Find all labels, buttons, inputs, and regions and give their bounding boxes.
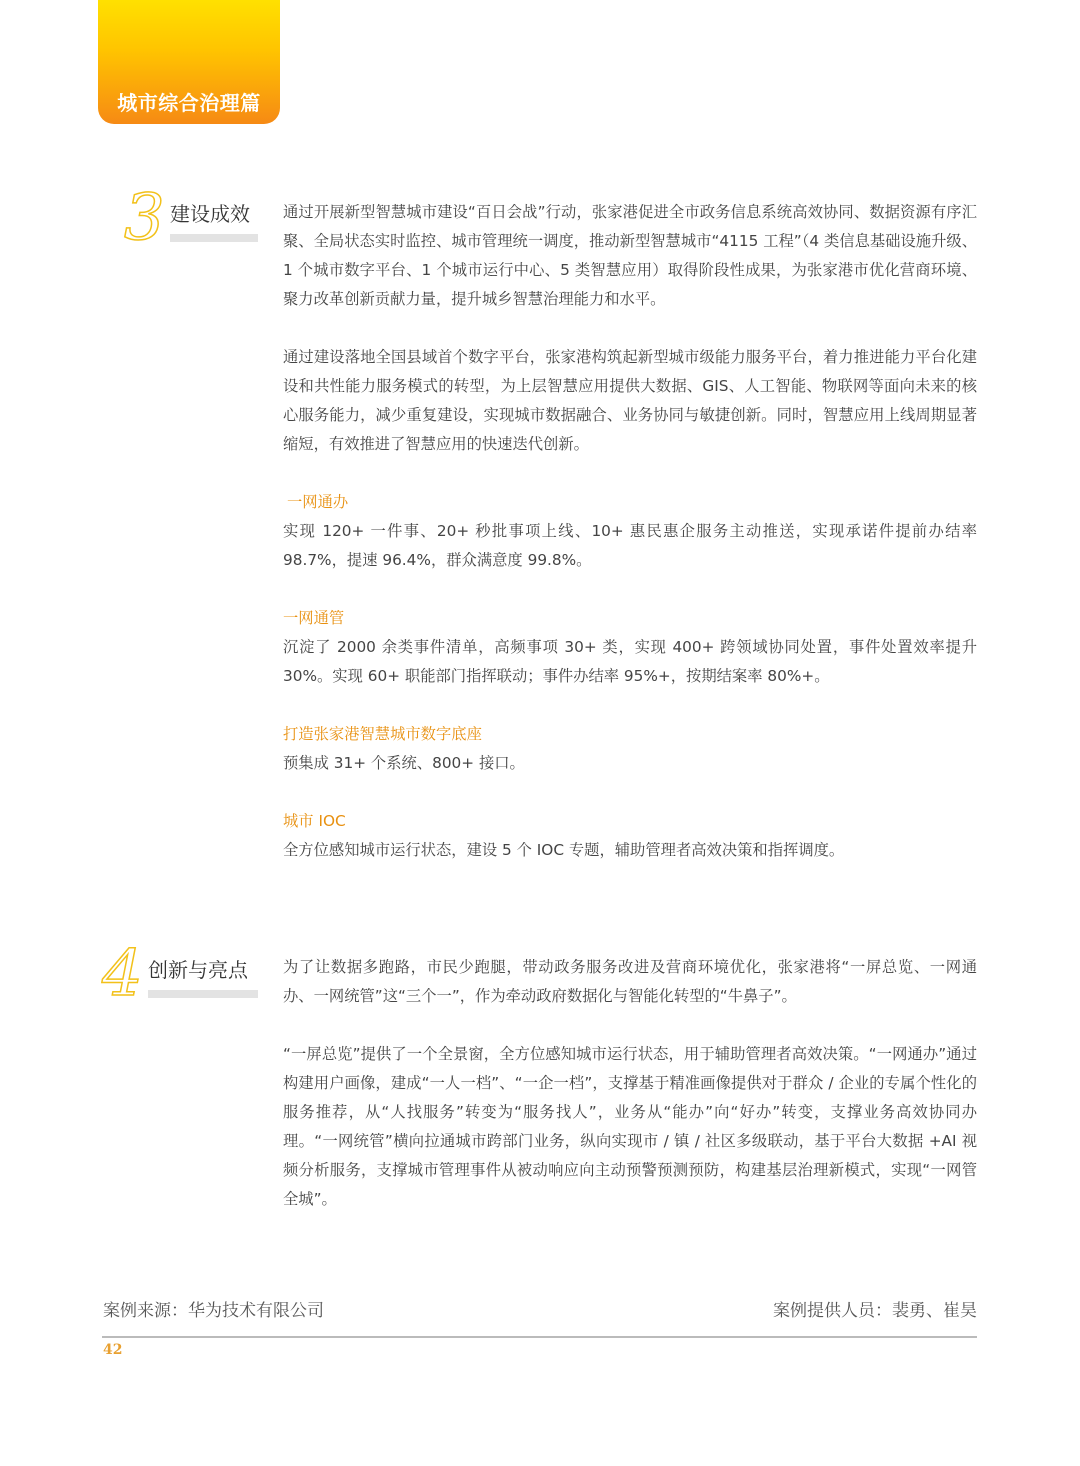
section-3-number: 3 — [124, 181, 165, 255]
item-text: 沉淀了 2000 余类事件清单，高频事项 30+ 类，实现 400+ 跨领域协同处置，事件处置效率提升 30%。实现 60+ 职能部门指挥联动；事件办结率 95%+，按期结案率 80%+。 — [283, 638, 977, 685]
section-4-underline — [148, 990, 258, 998]
item-heading: 城市 IOC — [283, 812, 346, 830]
section-3-underline — [170, 234, 258, 242]
footer-divider — [102, 1336, 977, 1338]
section-3-paragraph: 通过建设落地全国县域首个数字平台，张家港构筑起新型城市级能力服务平台，着力推进能力平台化建设和共性能力服务模式的转型，为上层智慧应用提供大数据、GIS、人工智能、物联网等面向未来的核心服务能力，减少重复建设，实现城市数据融合、业务协同与敏捷创新。同时，智慧应用上线周期显著缩短，有效推进了智慧应用的快速迭代创新。 — [283, 348, 977, 453]
item-text: 全方位感知城市运行状态，建设 5 个 IOC 专题，辅助管理者高效决策和指挥调度。 — [283, 841, 845, 859]
section-4-title: 创新与亮点 — [148, 958, 248, 982]
section-4-number: 4 — [102, 937, 143, 1011]
item-heading: 一网通办 — [287, 493, 349, 511]
item-heading: 一网通管 — [283, 609, 345, 627]
section-3-title: 建设成效 — [170, 202, 250, 226]
page-number: 42 — [103, 1342, 123, 1358]
item-text: 实现 120+ 一件事、20+ 秒批事项上线、10+ 惠民惠企服务主动推送，实现承诺件提前办结率 98.7%，提速 96.4%，群众满意度 99.8%。 — [283, 522, 977, 569]
chapter-tab-label: 城市综合治理篇 — [117, 91, 261, 115]
section-4-paragraph: 为了让数据多跑路，市民少跑腿，带动政务服务改进及营商环境优化，张家港将“一屏总览、一网通办、一网统管”这“三个一”，作为牵动政府数据化与智能化转型的“牛鼻子”。 — [283, 958, 977, 1005]
case-source: 案例来源：华为技术有限公司 — [103, 1301, 324, 1321]
case-contributors: 案例提供人员：裴勇、崔昊 — [773, 1301, 977, 1321]
section-3-paragraph: 通过开展新型智慧城市建设“百日会战”行动，张家港促进全市政务信息系统高效协同、数据资源有序汇聚、全局状态实时监控、城市管理统一调度，推动新型智慧城市“4115 工程”（4 类信息基础设施升级、1 个城市数字平台、1 个城市运行中心、5 类智慧应用）取得阶段性成果，为张家港市优化营商环境、聚力改革创新贡献力量，提升城乡智慧治理能力和水平。 — [283, 203, 977, 308]
item-text: 预集成 31+ 个系统、800+ 接口。 — [283, 754, 525, 772]
item-heading: 打造张家港智慧城市数字底座 — [283, 725, 482, 743]
chapter-tab — [98, 0, 280, 124]
section-4-paragraph: “一屏总览”提供了一个全景窗，全方位感知城市运行状态，用于辅助管理者高效决策。“一网通办”通过构建用户画像，建成“一人一档”、“一企一档”，支撑基于精准画像提供对于群众 / 企业的专属个性化的服务推荐，从“人找服务”转变为“服务找人”，业务从“能办”向“好办”转变，支撑业务高效协同办理。“一网统管”横向拉通城市跨部门业务，纵向实现市 / 镇 / 社区多级联动，基于平台大数据 +AI 视频分析服务，支撑城市管理事件从被动响应向主动预警预测预防，构建基层治理新模式，实现“一网管全城”。 — [283, 1045, 977, 1208]
